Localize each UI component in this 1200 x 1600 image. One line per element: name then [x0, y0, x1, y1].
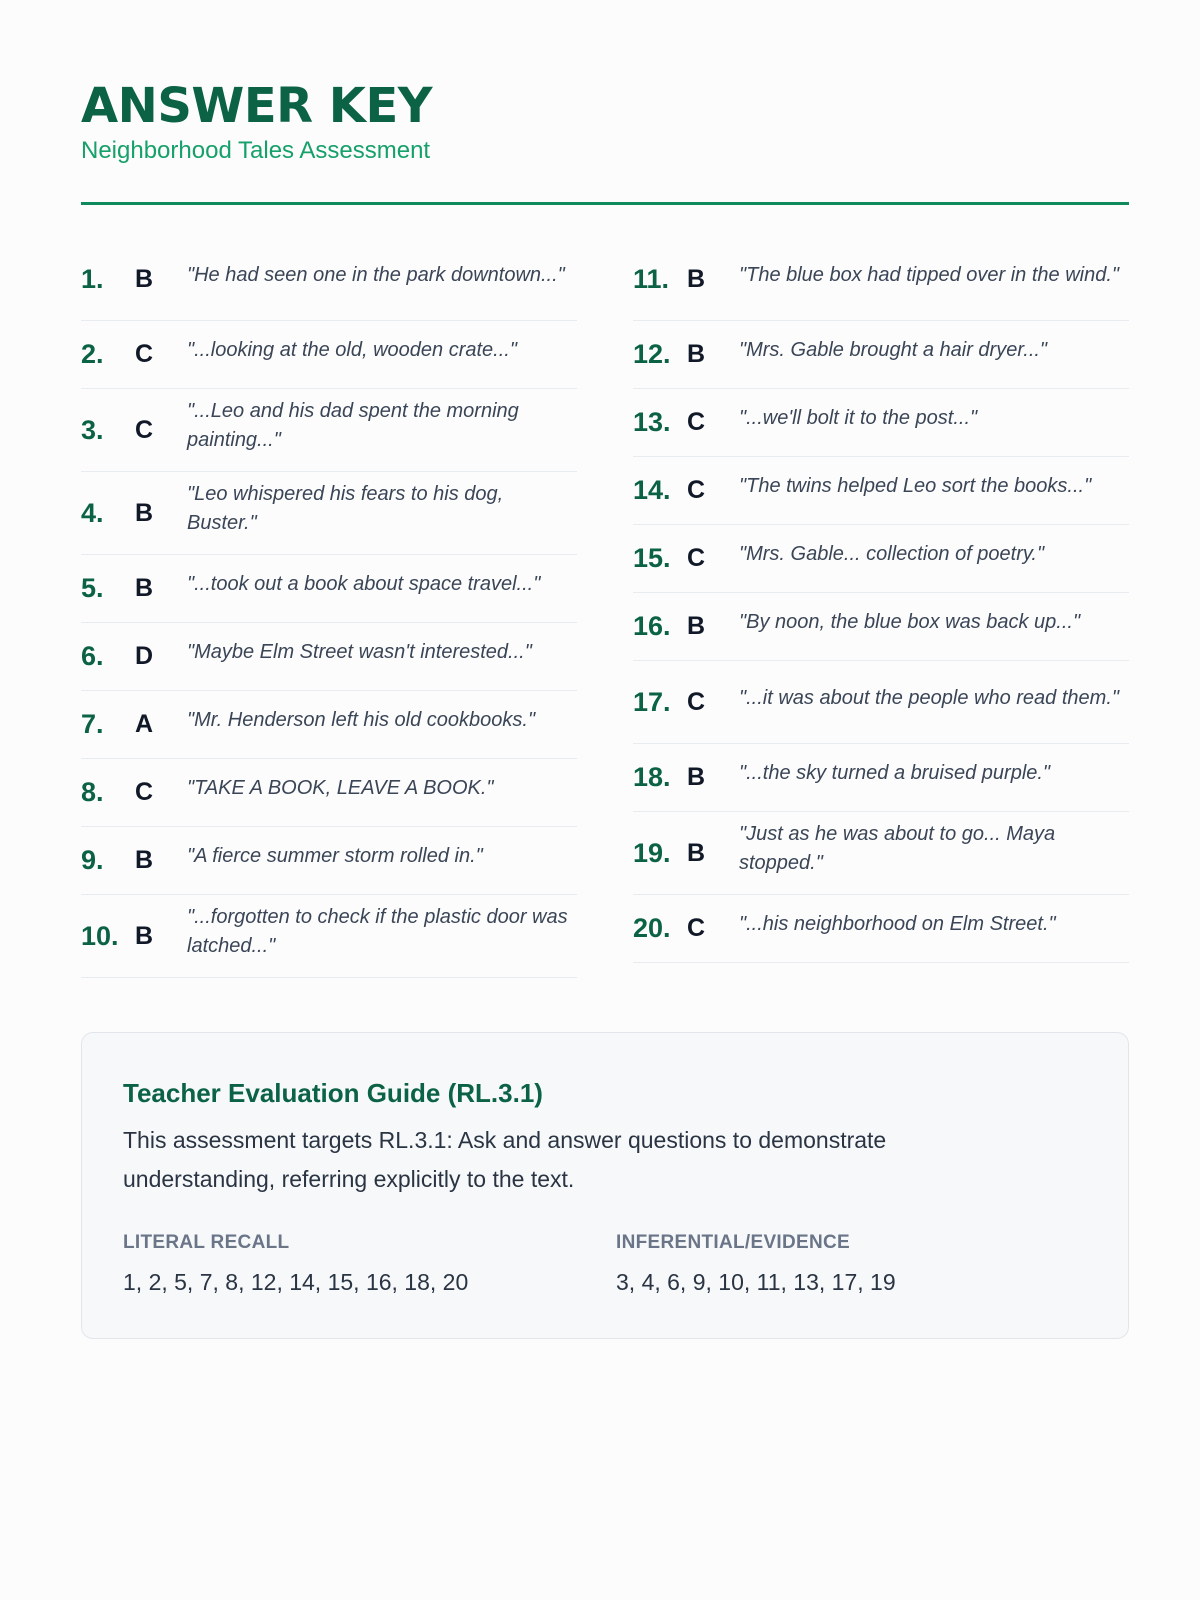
answer-column-left	[81, 238, 577, 978]
question-number: 19.	[633, 837, 671, 868]
answer-letter: C	[687, 408, 706, 436]
question-number: 12.	[633, 339, 671, 369]
question-number: 15.	[633, 543, 671, 573]
evidence-quote: "By noon, the blue box was back up..."	[739, 611, 1081, 633]
answer-letter: A	[135, 710, 154, 738]
question-number: 14.	[633, 475, 671, 505]
evidence-quote: "TAKE A BOOK, LEAVE A BOOK."	[187, 777, 494, 799]
evidence-quote: "Mrs. Gable brought a hair dryer..."	[739, 339, 1048, 361]
answer-row	[81, 321, 577, 389]
question-number: 10.	[81, 920, 119, 951]
header-divider	[81, 202, 1129, 205]
evidence-quote: "...his neighborhood on Elm Street."	[739, 913, 1056, 935]
answer-row	[81, 472, 577, 555]
evidence-quote: "He had seen one in the park downtown..."	[187, 263, 565, 286]
answer-letter: B	[687, 838, 706, 867]
question-number: 16.	[633, 611, 671, 641]
evidence-quote: "Just as he was about to go... Maya stopped."	[739, 823, 1056, 874]
evidence-quote: "...it was about the people who read them."	[739, 686, 1119, 709]
answer-column-right	[633, 238, 1129, 963]
answer-row	[633, 389, 1129, 457]
question-number: 7.	[81, 709, 104, 739]
answer-letter: B	[135, 498, 154, 527]
answer-letter: C	[687, 914, 706, 942]
answer-letter: B	[135, 574, 154, 602]
answer-letter: C	[135, 340, 154, 368]
answer-letter: C	[687, 687, 706, 716]
evidence-quote: "The twins helped Leo sort the books..."	[739, 475, 1092, 497]
answer-row	[633, 457, 1129, 525]
answer-row	[81, 895, 577, 978]
answer-row	[81, 238, 577, 321]
evidence-quote: "...forgotten to check if the plastic door was latched..."	[187, 906, 568, 957]
answer-row	[633, 812, 1129, 895]
answer-row	[81, 759, 577, 827]
answer-letter: B	[687, 264, 706, 293]
question-number: 18.	[633, 762, 671, 792]
question-number: 1.	[81, 263, 104, 294]
evidence-quote: "...looking at the old, wooden crate..."	[187, 339, 517, 361]
guide-description: This assessment targets RL.3.1: Ask and answer questions to demonstrate understanding, referring explicitly to the text.	[123, 1127, 887, 1192]
answer-key-page	[81, 78, 1129, 1295]
answer-row	[81, 691, 577, 759]
answer-letter: B	[135, 846, 154, 874]
answer-letter: B	[687, 340, 706, 368]
question-number: 8.	[81, 777, 104, 807]
evidence-quote: "...took out a book about space travel..."	[187, 573, 541, 595]
literal-recall-label: LITERAL RECALL	[123, 1232, 290, 1253]
question-number: 20.	[633, 913, 671, 943]
literal-recall-category	[123, 1231, 583, 1297]
inferential-category	[616, 1231, 1076, 1297]
question-number: 9.	[81, 845, 104, 875]
question-number: 17.	[633, 686, 671, 717]
question-number: 2.	[81, 339, 104, 369]
evidence-quote: "Mr. Henderson left his old cookbooks."	[187, 709, 536, 731]
question-number: 5.	[81, 573, 104, 603]
answer-letter: C	[135, 415, 154, 444]
literal-recall-items: 1, 2, 5, 7, 8, 12, 14, 15, 16, 18, 20	[123, 1269, 469, 1295]
answer-letter: B	[687, 612, 706, 640]
answer-row	[81, 389, 577, 472]
evidence-quote: "...we'll bolt it to the post..."	[739, 407, 978, 429]
answer-letter: C	[687, 544, 706, 572]
answer-letter: C	[687, 476, 706, 504]
answer-row	[633, 744, 1129, 812]
evidence-quote: "...Leo and his dad spent the morning painting..."	[187, 400, 519, 451]
answer-row	[633, 321, 1129, 389]
answer-letter: B	[135, 921, 154, 950]
answer-letter: B	[687, 763, 706, 791]
answer-row	[633, 525, 1129, 593]
answer-letter: B	[135, 264, 154, 293]
evidence-quote: "Mrs. Gable... collection of poetry."	[739, 543, 1045, 565]
evidence-quote: "Maybe Elm Street wasn't interested..."	[187, 641, 532, 663]
evidence-quote: "...the sky turned a bruised purple."	[739, 762, 1051, 784]
answer-letter: D	[135, 642, 154, 670]
answer-letter: C	[135, 778, 154, 806]
answer-row	[633, 593, 1129, 661]
question-number: 4.	[81, 497, 104, 528]
question-number: 13.	[633, 407, 671, 437]
evidence-quote: "A fierce summer storm rolled in."	[187, 845, 483, 867]
inferential-label: INFERENTIAL/EVIDENCE	[616, 1232, 851, 1253]
evidence-quote: "Leo whispered his fears to his dog, Buster."	[187, 483, 504, 534]
answer-row	[633, 238, 1129, 321]
answer-row	[81, 555, 577, 623]
teacher-evaluation-guide	[81, 1032, 1129, 1339]
inferential-items: 3, 4, 6, 9, 10, 11, 13, 17, 19	[616, 1269, 896, 1295]
question-number: 11.	[633, 263, 670, 294]
answer-row	[633, 661, 1129, 744]
evidence-quote: "The blue box had tipped over in the wind."	[739, 263, 1119, 286]
page-title: ANSWER KEY	[81, 78, 433, 134]
answer-row	[633, 895, 1129, 963]
guide-title: Teacher Evaluation Guide (RL.3.1)	[123, 1078, 543, 1108]
question-number: 3.	[81, 414, 104, 445]
page-subtitle: Neighborhood Tales Assessment	[81, 137, 431, 164]
answer-row	[81, 623, 577, 691]
question-number: 6.	[81, 641, 104, 671]
answer-row	[81, 827, 577, 895]
